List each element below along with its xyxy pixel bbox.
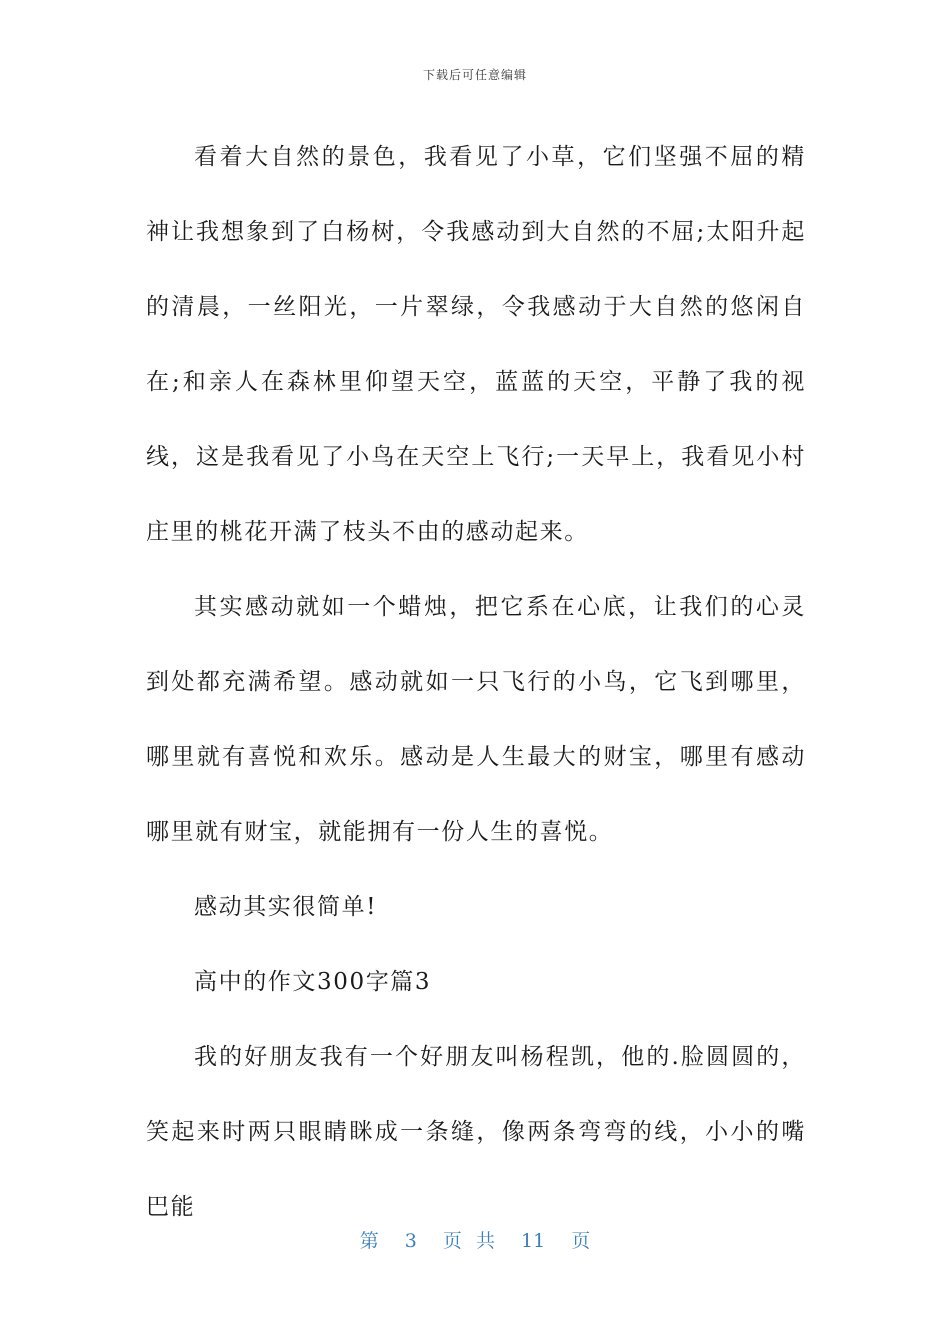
paragraph-1: 看着大自然的景色，我看见了小草，它们坚强不屈的精神让我想象到了白杨树，令我感动到大自然的不屈;太阳升起的清晨，一丝阳光，一片翠绿，令我感动于大自然的悠闲自在;和亲人在森林里仰望天空，蓝蓝的天空，平静了我的视线，这是我看见了小鸟在天空上飞行;一天早上，我看见小村庄里的桃花开满了枝头不由的感动起来。 xyxy=(146,144,806,545)
footer-page-mid: 页 共 xyxy=(442,1230,495,1252)
paragraph-3: 感动其实很简单! xyxy=(194,894,378,920)
footer-page-number: 3 xyxy=(404,1230,417,1252)
header-note: 下载后可任意编辑 xyxy=(422,68,527,82)
document-body xyxy=(146,120,806,1245)
page-footer xyxy=(0,1226,950,1253)
footer-page-prefix: 第 xyxy=(359,1230,379,1252)
footer-page-suffix: 页 xyxy=(571,1230,591,1252)
footer-page-total: 11 xyxy=(521,1230,546,1252)
section-heading: 高中的作文300字篇3 xyxy=(194,969,432,995)
paragraph-2: 其实感动就如一个蜡烛，把它系在心底，让我们的心灵到处都充满希望。感动就如一只飞行的小鸟，它飞到哪里，哪里就有喜悦和欢乐。感动是人生最大的财宝，哪里有感动哪里就有财宝，就能拥有一份人生的喜悦。 xyxy=(146,594,806,845)
paragraph-4: 我的好朋友我有一个好朋友叫杨程凯，他的.脸圆圆的，笑起来时两只眼睛眯成一条缝，像两条弯弯的线，小小的嘴巴能 xyxy=(146,1044,806,1220)
